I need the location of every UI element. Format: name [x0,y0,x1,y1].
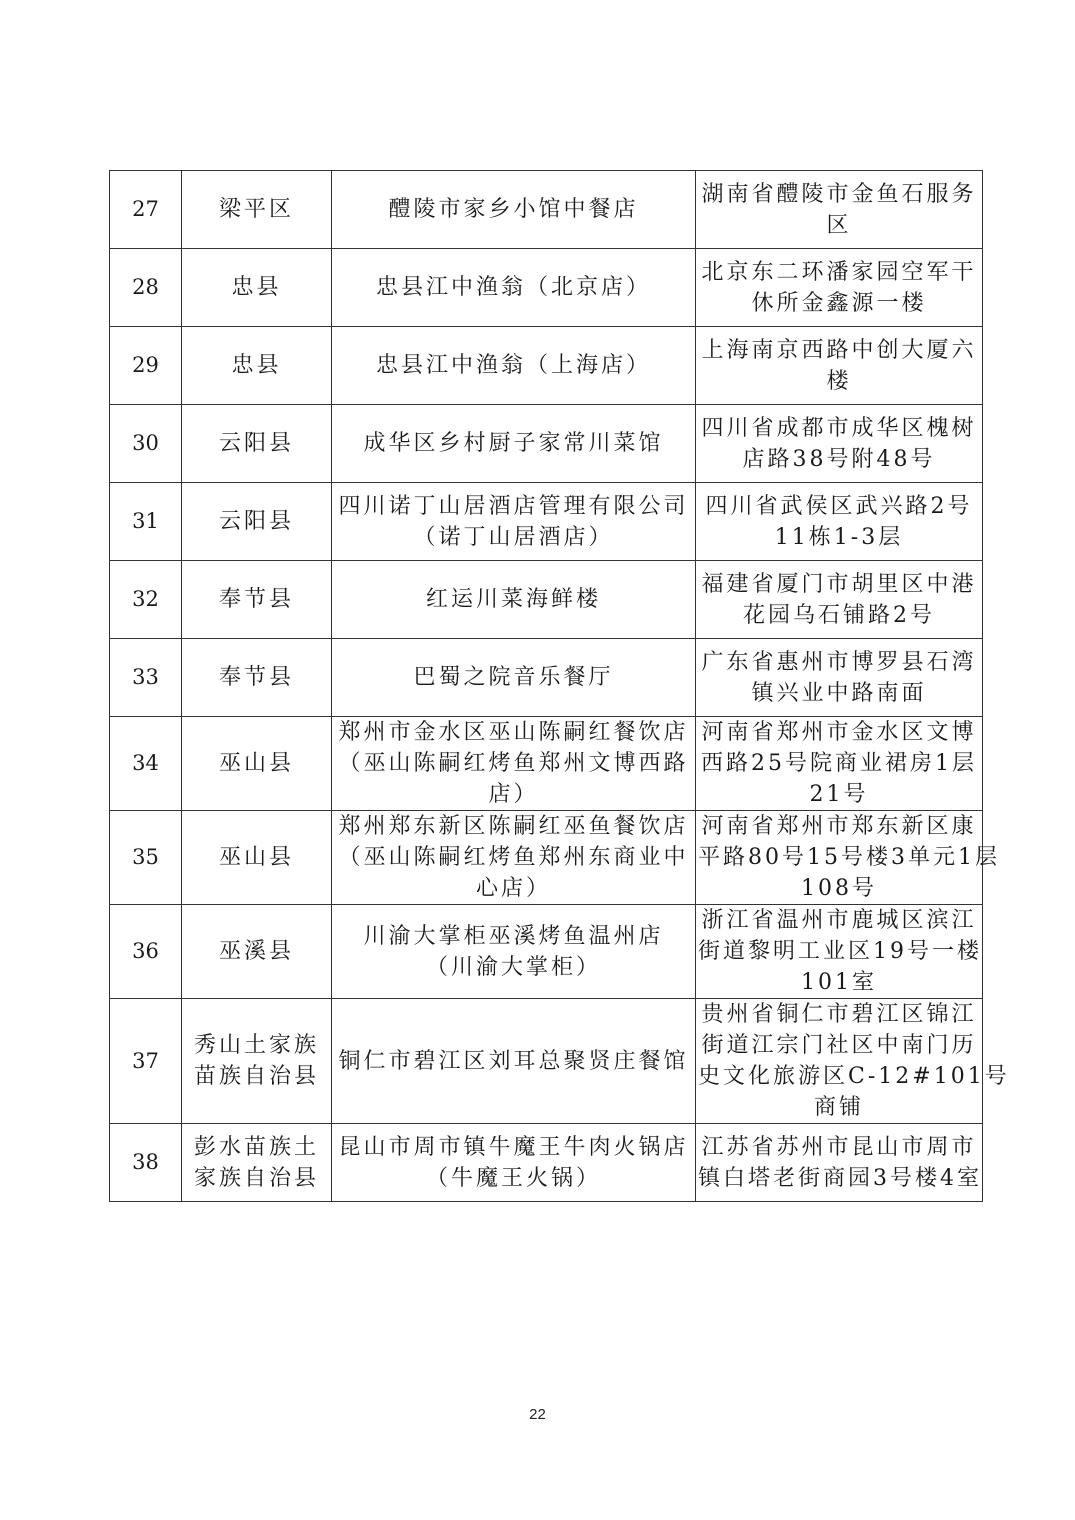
address-cell [696,639,983,717]
address-cell-line: 街道黎明工业区19号一楼 [698,939,982,964]
address-cell-line: 上海南京西路中创大厦六 [701,337,977,363]
table-body [110,171,1010,1202]
address-cell-line: 101室 [801,970,877,995]
table-row [110,249,983,327]
county-cell-line: 巫山县 [218,845,294,870]
county-cell [182,999,332,1124]
county-cell [182,405,332,483]
county-cell [182,561,332,639]
address-cell-line: 区 [826,212,852,238]
address-cell-line: 店路38号附48号 [742,446,936,472]
restaurant-name-cell-line: 巴蜀之院音乐餐厅 [413,665,614,690]
county-cell-line: 奉节县 [218,587,294,612]
page-number: 22 [529,1406,546,1423]
county-cell-line: 云阳县 [218,431,294,456]
address-cell-line: 河南省郑州市金水区文博 [701,720,977,745]
address-cell-line: 广东省惠州市博罗县石湾 [701,649,977,675]
address-cell-line: 镇兴业中路南面 [751,680,927,706]
county-cell [182,639,332,717]
restaurant-name-cell [332,999,696,1124]
address-cell-line: 花园乌石铺路2号 [743,602,935,628]
county-cell-line: 奉节县 [218,665,294,690]
restaurant-name-cell-line: 店） [488,782,539,807]
address-cell-line: 11栋1-3层 [774,524,904,550]
address-cell [696,905,983,999]
row-number: 33 [110,639,182,717]
restaurant-name-cell-line: 忠县江中渔翁（上海店） [375,353,651,378]
row-number: 27 [110,171,182,249]
row-number: 37 [110,999,182,1124]
row-number: 29 [110,327,182,405]
restaurant-table [109,170,1010,1202]
county-cell [182,717,332,811]
address-cell-line: 江苏省苏州市昆山市周市 [701,1134,977,1160]
restaurant-name-cell-line: （巫山陈嗣红烤鱼郑州东商业中 [338,845,689,870]
table-row [110,561,983,639]
county-cell [182,327,332,405]
address-cell-line: 西路25号院商业裙房1层 [701,751,977,776]
county-cell-line: 家族自治县 [193,1165,319,1191]
county-cell-line: 云阳县 [218,509,294,534]
address-cell-line: 平路80号15号楼3单元1层 [698,845,1000,870]
address-cell-line: 福建省厦门市胡里区中港 [701,571,977,597]
address-cell-line: 北京东二环潘家园空军干 [701,259,977,285]
address-cell-line: 108号 [801,876,877,901]
restaurant-name-cell-line: 成华区乡村厨子家常川菜馆 [363,431,664,456]
address-cell-line: 浙江省温州市鹿城区滨江 [701,908,977,933]
county-cell-line: 忠县 [231,275,282,300]
address-cell-line: 商铺 [813,1095,864,1120]
address-cell-line: 史文化旅游区C-12#101号 [698,1064,1010,1089]
table-row [110,1124,983,1202]
table-row [110,171,983,249]
address-cell-line: 湖南省醴陵市金鱼石服务 [701,181,977,207]
table-row [110,905,983,999]
restaurant-name-cell [332,811,696,905]
row-number: 30 [110,405,182,483]
county-cell [182,249,332,327]
row-number: 36 [110,905,182,999]
row-number: 35 [110,811,182,905]
county-cell-line: 秀山土家族 [193,1033,319,1058]
restaurant-name-cell-line: （巫山陈嗣红烤鱼郑州文博西路 [338,751,689,776]
county-cell-line: 巫溪县 [218,939,294,964]
row-number: 34 [110,717,182,811]
table-row [110,811,983,905]
row-number: 38 [110,1124,182,1202]
address-cell-line: 镇白塔老街商园3号楼4室 [698,1165,982,1191]
table-row [110,405,983,483]
address-cell-line: 四川省武侯区武兴路2号 [705,493,973,519]
restaurant-name-cell-line: 铜仁市碧江区刘耳总聚贤庄餐馆 [338,1048,689,1074]
address-cell [696,999,1010,1124]
restaurant-name-cell-line: 郑州市金水区巫山陈嗣红餐饮店 [338,720,689,745]
address-cell [696,717,983,811]
restaurant-name-cell [332,561,696,639]
restaurant-name-cell [332,171,696,249]
restaurant-name-cell [332,639,696,717]
address-cell [696,405,983,483]
address-cell-line: 贵州省铜仁市碧江区锦江 [701,1002,977,1027]
address-cell-line: 21号 [809,782,869,807]
restaurant-name-cell-line: 郑州郑东新区陈嗣红巫鱼餐饮店 [338,814,689,839]
row-number: 28 [110,249,182,327]
restaurant-name-cell-line: 川渝大掌柜巫溪烤鱼温州店 [363,923,664,949]
address-cell [696,249,983,327]
county-cell-line: 梁平区 [218,197,294,222]
restaurant-name-cell-line: 忠县江中渔翁（北京店） [375,275,651,300]
row-number: 32 [110,561,182,639]
county-cell-line: 彭水苗族土 [193,1134,319,1160]
table-row [110,327,983,405]
restaurant-name-cell-line: （川渝大掌柜） [425,954,601,980]
address-cell-line: 四川省成都市成华区槐树 [701,415,977,441]
table-row [110,999,983,1124]
county-cell [182,811,332,905]
restaurant-name-cell [332,717,696,811]
county-cell-line: 忠县 [231,353,282,378]
restaurant-name-cell [332,1124,696,1202]
address-cell [696,561,983,639]
restaurant-name-cell [332,483,696,561]
address-cell [696,811,1000,905]
address-cell-line: 楼 [826,368,852,394]
county-cell [182,1124,332,1202]
address-cell-line: 街道江宗门社区中南门历 [701,1033,977,1058]
restaurant-name-cell-line: 醴陵市家乡小馆中餐店 [388,197,639,222]
restaurant-name-cell-line: （牛魔王火锅） [425,1165,601,1191]
county-cell [182,905,332,999]
address-cell-line: 休所金鑫源一楼 [751,290,927,316]
table-row [110,717,983,811]
restaurant-name-cell-line: 昆山市周市镇牛魔王牛肉火锅店 [338,1134,689,1160]
restaurant-name-cell-line: 心店） [475,876,551,901]
county-cell-line: 巫山县 [218,751,294,776]
address-cell [696,483,983,561]
county-cell [182,483,332,561]
table-row [110,483,983,561]
restaurant-name-cell-line: 红运川菜海鲜楼 [425,587,601,612]
restaurant-name-cell [332,905,696,999]
restaurant-name-cell [332,405,696,483]
county-cell [182,171,332,249]
address-cell [696,327,983,405]
address-cell [696,1124,983,1202]
address-cell [696,171,983,249]
restaurant-name-cell [332,327,696,405]
restaurant-name-cell [332,249,696,327]
restaurant-name-cell-line: （诺丁山居酒店） [413,524,614,550]
county-cell-line: 苗族自治县 [193,1064,319,1089]
table-row [110,639,983,717]
row-number: 31 [110,483,182,561]
address-cell-line: 河南省郑州市郑东新区康 [701,814,977,839]
restaurant-name-cell-line: 四川诺丁山居酒店管理有限公司 [338,493,689,519]
